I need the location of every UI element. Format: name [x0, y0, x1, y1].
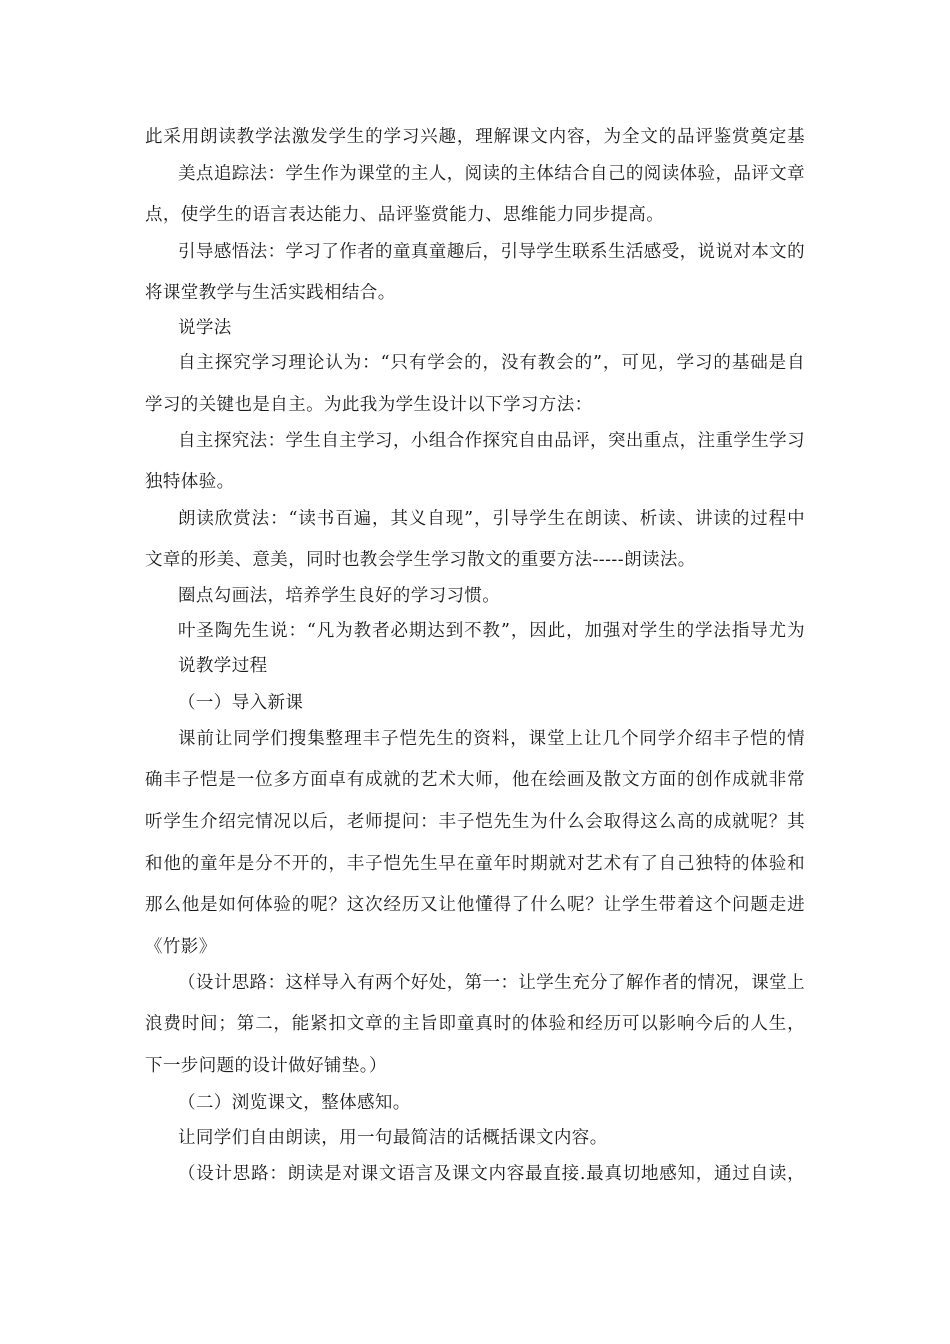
paragraph-line: 将课堂教学与生活实践相结合。	[145, 283, 396, 303]
paragraph-line: 叶圣陶先生说：“凡为教者必期达到不教”，因此，加强对学生的学法指导尤为	[178, 621, 805, 641]
section-heading: 说教学过程	[178, 656, 268, 676]
paragraph-line: 此采用朗读教学法激发学生的学习兴趣，理解课文内容，为全文的品评鉴赏奠定基	[145, 127, 805, 147]
paragraph-line: 听学生介绍完情况以后，老师提问：丰子恺先生为什么会取得这么高的成就呢？其	[145, 812, 805, 832]
paragraph-line: 课前让同学们搜集整理丰子恺先生的资料，课堂上让几个同学介绍丰子恺的情	[178, 729, 805, 749]
paragraph-line: （设计思路：朗读是对课文语言及课文内容最直接.最真切地感知，通过自读，	[178, 1164, 805, 1184]
paragraph-line: 让同学们自由朗读，用一句最简洁的话概括课文内容。	[178, 1128, 608, 1148]
paragraph-line: 引导感悟法：学习了作者的童真童趣后，引导学生联系生活感受，说说对本文的	[178, 242, 805, 262]
paragraph-line: 那么他是如何体验的呢？这次经历又让他懂得了什么呢？让学生带着这个问题走进	[145, 895, 805, 915]
paragraph-line: 确丰子恺是一位多方面卓有成就的艺术大师，他在绘画及散文方面的创作成就非常	[145, 770, 805, 790]
paragraph-line: （设计思路：这样导入有两个好处，第一：让学生充分了解作者的情况，课堂上	[178, 973, 805, 993]
paragraph-line: 下一步问题的设计做好铺垫。）	[145, 1056, 387, 1076]
paragraph-line: 自主探究学习理论认为：“只有学会的，没有教会的”，可见，学习的基础是自	[178, 353, 805, 373]
paragraph-line: 自主探究法：学生自主学习，小组合作探究自由品评，突出重点，注重学生学习	[178, 431, 805, 451]
paragraph-line: 浪费时间；第二，能紧扣文章的主旨即童真时的体验和经历可以影响今后的人生，	[145, 1014, 805, 1034]
paragraph-line: 学习的关键也是自主。为此我为学生设计以下学习方法：	[145, 395, 593, 415]
paragraph-line: 独特体验。	[145, 472, 235, 492]
paragraph-line: 美点追踪法：学生作为课堂的主人，阅读的主体结合自己的阅读体验，品评文章	[178, 164, 805, 184]
subsection-heading: （二）浏览课文，整体感知。	[178, 1093, 411, 1113]
paragraph-line: 点，使学生的语言表达能力、品评鉴赏能力、思维能力同步提高。	[145, 205, 665, 225]
paragraph-line: 和他的童年是分不开的，丰子恺先生早在童年时期就对艺术有了自己独特的体验和	[145, 854, 805, 874]
paragraph-line: 《竹影》	[145, 937, 217, 957]
section-heading: 说学法	[178, 318, 232, 338]
paragraph-line: 朗读欣赏法：“读书百遍，其义自现”，引导学生在朗读、析读、讲读的过程中	[178, 509, 805, 529]
paragraph-line: 文章的形美、意美，同时也教会学生学习散文的重要方法-----朗读法。	[145, 550, 696, 570]
paragraph-line: 圈点勾画法，培养学生良好的学习习惯。	[178, 586, 501, 606]
subsection-heading: （一）导入新课	[178, 693, 304, 713]
